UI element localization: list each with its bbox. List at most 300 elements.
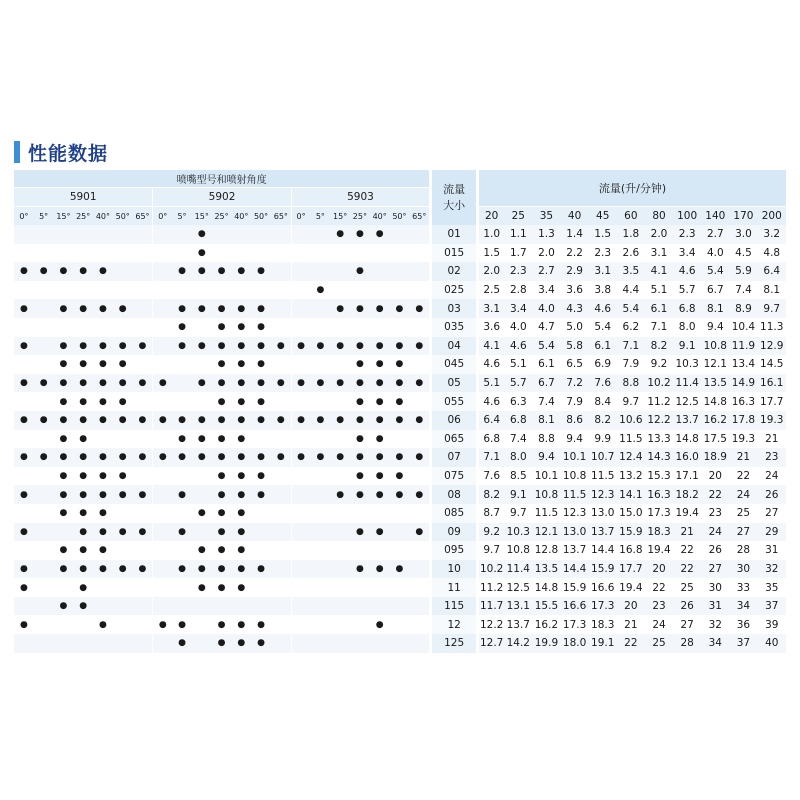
availability-cell: ●: [350, 355, 370, 374]
availability-cell: [350, 318, 370, 337]
availability-cell: ●: [291, 337, 311, 356]
availability-cell: [291, 523, 311, 542]
availability-cell: [310, 634, 330, 653]
availability-cell: [291, 467, 311, 486]
flow-rate-cell: 12.7: [476, 634, 504, 653]
flow-rate-cell: 2.3: [589, 244, 617, 263]
availability-cell: ●: [370, 225, 390, 244]
availability-cell: [291, 281, 311, 300]
availability-cell: [172, 504, 192, 523]
flow-rate-cell: 7.6: [476, 467, 504, 486]
availability-cell: [231, 597, 251, 616]
flow-rate-cell: 8.1: [701, 299, 729, 318]
availability-cell: [409, 355, 429, 374]
angle-header: 50°: [251, 206, 271, 225]
angle-header: 5°: [172, 206, 192, 225]
availability-cell: ●: [73, 578, 93, 597]
availability-cell: ●: [73, 504, 93, 523]
availability-cell: ●: [133, 337, 153, 356]
flow-rate-cell: 35: [758, 578, 787, 597]
availability-cell: [409, 560, 429, 579]
availability-cell: ●: [73, 262, 93, 281]
availability-cell: ●: [390, 448, 410, 467]
availability-cell: [192, 523, 212, 542]
availability-cell: ●: [390, 374, 410, 393]
availability-cell: ●: [73, 374, 93, 393]
availability-cell: [73, 281, 93, 300]
availability-cell: [113, 578, 133, 597]
availability-cell: ●: [93, 448, 113, 467]
pressure-header: 40: [561, 206, 589, 225]
section-heading: [14, 140, 108, 164]
table-row: [14, 504, 786, 523]
availability-cell: ●: [172, 318, 192, 337]
availability-cell: [271, 299, 291, 318]
flow-rate-cell: 5.4: [532, 337, 560, 356]
availability-cell: ●: [409, 374, 429, 393]
availability-cell: [152, 467, 172, 486]
flow-rate-cell: 15.9: [589, 560, 617, 579]
flow-rate-cell: 34: [729, 597, 757, 616]
availability-cell: ●: [231, 374, 251, 393]
availability-cell: [152, 523, 172, 542]
flow-rate-cell: 6.4: [758, 262, 787, 281]
flow-rate-cell: 27: [701, 560, 729, 579]
availability-cell: [34, 467, 54, 486]
availability-cell: [330, 597, 350, 616]
availability-cell: ●: [212, 374, 232, 393]
availability-cell: [93, 634, 113, 653]
availability-cell: ●: [231, 504, 251, 523]
availability-cell: [113, 430, 133, 449]
availability-cell: [271, 467, 291, 486]
flow-rate-cell: 19.4: [645, 541, 673, 560]
availability-cell: [192, 392, 212, 411]
table-row: [14, 318, 786, 337]
flow-rate-cell: 27: [758, 504, 787, 523]
table-row: [14, 523, 786, 542]
availability-cell: [14, 467, 34, 486]
page-title: 性能数据: [28, 142, 109, 165]
availability-cell: ●: [93, 411, 113, 430]
availability-cell: [34, 560, 54, 579]
availability-cell: ●: [310, 281, 330, 300]
availability-cell: [330, 318, 350, 337]
flow-rate-cell: 6.1: [532, 355, 560, 374]
flow-rate-cell: 6.9: [589, 355, 617, 374]
flow-rate-cell: 13.1: [504, 597, 532, 616]
availability-cell: ●: [192, 337, 212, 356]
availability-cell: ●: [54, 392, 74, 411]
availability-cell: ●: [192, 578, 212, 597]
flow-rate-cell: 11.4: [504, 560, 532, 579]
availability-cell: [152, 430, 172, 449]
table-row: [14, 337, 786, 356]
flow-rate-cell: 5.4: [589, 318, 617, 337]
availability-cell: [271, 318, 291, 337]
availability-cell: [310, 578, 330, 597]
availability-cell: ●: [93, 523, 113, 542]
availability-cell: ●: [73, 299, 93, 318]
availability-cell: [310, 318, 330, 337]
availability-cell: ●: [350, 448, 370, 467]
flow-rate-cell: 4.8: [758, 244, 787, 263]
availability-cell: [409, 318, 429, 337]
availability-cell: ●: [54, 467, 74, 486]
availability-cell: ●: [370, 615, 390, 634]
availability-cell: [310, 541, 330, 560]
availability-cell: ●: [350, 467, 370, 486]
availability-cell: ●: [34, 448, 54, 467]
availability-cell: ●: [172, 523, 192, 542]
flow-rate-cell: 13.5: [532, 560, 560, 579]
flow-size-cell: 025: [429, 281, 476, 300]
flow-rate-cell: 10.3: [504, 523, 532, 542]
availability-cell: [113, 281, 133, 300]
availability-cell: ●: [212, 504, 232, 523]
flow-size-cell: 115: [429, 597, 476, 616]
availability-cell: [34, 485, 54, 504]
flow-rate-cell: 3.5: [617, 262, 645, 281]
availability-cell: [34, 541, 54, 560]
availability-cell: [310, 615, 330, 634]
availability-cell: [390, 523, 410, 542]
availability-cell: ●: [34, 262, 54, 281]
flow-rate-cell: 6.8: [504, 411, 532, 430]
availability-cell: ●: [133, 448, 153, 467]
flow-rate-cell: 9.2: [476, 523, 504, 542]
availability-cell: ●: [390, 560, 410, 579]
flow-rate-cell: 9.1: [673, 337, 701, 356]
flow-rate-cell: 2.7: [701, 225, 729, 244]
angle-header: 5°: [34, 206, 54, 225]
angle-header: 5°: [310, 206, 330, 225]
availability-cell: ●: [271, 448, 291, 467]
flow-size-cell: 015: [429, 244, 476, 263]
flow-rate-cell: 28: [673, 634, 701, 653]
availability-cell: [34, 281, 54, 300]
flow-rate-cell: 2.2: [561, 244, 589, 263]
availability-cell: [409, 467, 429, 486]
availability-cell: [34, 225, 54, 244]
availability-cell: [133, 318, 153, 337]
availability-cell: [54, 523, 74, 542]
availability-cell: [133, 504, 153, 523]
angle-header: 65°: [409, 206, 429, 225]
availability-cell: [14, 281, 34, 300]
availability-cell: ●: [310, 374, 330, 393]
availability-cell: [54, 244, 74, 263]
availability-cell: ●: [212, 299, 232, 318]
availability-cell: ●: [231, 430, 251, 449]
flow-rate-cell: 12.9: [758, 337, 787, 356]
flow-rate-cell: 11.5: [561, 485, 589, 504]
availability-cell: [152, 578, 172, 597]
flow-rate-cell: 5.0: [561, 318, 589, 337]
availability-cell: ●: [390, 337, 410, 356]
availability-cell: ●: [73, 430, 93, 449]
availability-cell: ●: [271, 337, 291, 356]
availability-cell: ●: [93, 485, 113, 504]
availability-cell: [330, 262, 350, 281]
flow-rate-cell: 9.4: [561, 430, 589, 449]
availability-cell: ●: [370, 337, 390, 356]
availability-cell: [73, 244, 93, 263]
availability-cell: ●: [370, 411, 390, 430]
availability-cell: ●: [350, 411, 370, 430]
availability-cell: [310, 467, 330, 486]
flow-rate-cell: 13.7: [673, 411, 701, 430]
flow-rate-cell: 12.1: [532, 523, 560, 542]
availability-cell: ●: [212, 337, 232, 356]
flow-rate-cell: 31: [701, 597, 729, 616]
availability-cell: [251, 430, 271, 449]
flow-rate-cell: 6.8: [476, 430, 504, 449]
flow-rate-cell: 1.4: [561, 225, 589, 244]
availability-cell: ●: [93, 560, 113, 579]
availability-cell: [192, 318, 212, 337]
flow-rate-cell: 4.6: [673, 262, 701, 281]
flow-rate-cell: 32: [758, 560, 787, 579]
table-row: [14, 634, 786, 653]
flow-rate-cell: 8.9: [729, 299, 757, 318]
availability-cell: ●: [14, 560, 34, 579]
availability-cell: ●: [350, 560, 370, 579]
flow-rate-cell: 6.7: [532, 374, 560, 393]
flow-rate-cell: 4.1: [645, 262, 673, 281]
availability-cell: [113, 244, 133, 263]
flow-rate-cell: 4.0: [504, 318, 532, 337]
flow-rate-cell: 9.7: [617, 392, 645, 411]
availability-cell: ●: [330, 225, 350, 244]
availability-cell: [409, 281, 429, 300]
availability-cell: ●: [350, 262, 370, 281]
availability-cell: ●: [73, 467, 93, 486]
flow-rate-cell: 3.2: [758, 225, 787, 244]
flow-rate-cell: 22: [673, 541, 701, 560]
availability-cell: ●: [370, 392, 390, 411]
availability-cell: [271, 244, 291, 263]
flow-rate-cell: 26: [701, 541, 729, 560]
flow-rate-cell: 13.7: [561, 541, 589, 560]
availability-cell: ●: [271, 411, 291, 430]
flow-rate-cell: 14.8: [673, 430, 701, 449]
availability-cell: [291, 504, 311, 523]
availability-cell: ●: [133, 485, 153, 504]
flow-rate-cell: 12.1: [701, 355, 729, 374]
availability-cell: ●: [54, 597, 74, 616]
availability-cell: [271, 262, 291, 281]
availability-cell: [152, 485, 172, 504]
availability-cell: ●: [390, 355, 410, 374]
flow-rate-cell: 34: [701, 634, 729, 653]
availability-cell: ●: [192, 374, 212, 393]
availability-cell: [113, 318, 133, 337]
availability-cell: ●: [192, 541, 212, 560]
availability-cell: [133, 281, 153, 300]
flow-rate-cell: 21: [617, 615, 645, 634]
availability-cell: [291, 244, 311, 263]
availability-cell: [370, 541, 390, 560]
availability-cell: ●: [251, 467, 271, 486]
flow-rate-cell: 7.4: [729, 281, 757, 300]
flow-rate-cell: 8.2: [589, 411, 617, 430]
model-5901: 5901: [14, 187, 152, 206]
availability-cell: [152, 560, 172, 579]
availability-cell: ●: [54, 411, 74, 430]
availability-cell: [390, 541, 410, 560]
flow-rate-cell: 10.8: [532, 485, 560, 504]
flow-rate-cell: 12.8: [532, 541, 560, 560]
availability-cell: [14, 355, 34, 374]
availability-cell: [390, 318, 410, 337]
availability-cell: ●: [390, 411, 410, 430]
availability-cell: [271, 541, 291, 560]
flow-rate-cell: 9.4: [701, 318, 729, 337]
flow-rate-cell: 24: [645, 615, 673, 634]
availability-cell: [409, 578, 429, 597]
availability-cell: [34, 392, 54, 411]
availability-cell: ●: [231, 615, 251, 634]
flow-rate-cell: 9.1: [504, 485, 532, 504]
flow-rate-cell: 4.6: [504, 337, 532, 356]
flow-rate-cell: 10.7: [589, 448, 617, 467]
availability-cell: [192, 355, 212, 374]
availability-cell: ●: [212, 392, 232, 411]
availability-cell: [14, 597, 34, 616]
availability-cell: ●: [14, 448, 34, 467]
flow-rate-cell: 5.9: [729, 262, 757, 281]
flow-rate-cell: 10.8: [701, 337, 729, 356]
availability-cell: [34, 430, 54, 449]
flow-rate-cell: 13.5: [701, 374, 729, 393]
availability-cell: ●: [172, 411, 192, 430]
availability-cell: [172, 355, 192, 374]
availability-cell: [113, 541, 133, 560]
flow-rate-cell: 23: [645, 597, 673, 616]
flow-rate-cell: 7.6: [589, 374, 617, 393]
availability-cell: ●: [73, 448, 93, 467]
flow-rate-cell: 4.0: [532, 299, 560, 318]
table-row: [14, 615, 786, 634]
availability-cell: [370, 634, 390, 653]
table-row: [14, 299, 786, 318]
availability-cell: [152, 337, 172, 356]
availability-cell: [251, 541, 271, 560]
flow-rate-cell: 10.6: [617, 411, 645, 430]
flow-rate-cell: 29: [758, 523, 787, 542]
flow-rate-cell: 7.1: [645, 318, 673, 337]
flow-rate-cell: 10.8: [561, 467, 589, 486]
availability-cell: [14, 504, 34, 523]
flow-rate-cell: 14.8: [532, 578, 560, 597]
availability-cell: ●: [251, 448, 271, 467]
flow-rate-cell: 16.3: [645, 485, 673, 504]
availability-cell: ●: [192, 430, 212, 449]
availability-cell: [172, 392, 192, 411]
availability-cell: [291, 318, 311, 337]
availability-cell: ●: [93, 392, 113, 411]
flow-rate-cell: 27: [729, 523, 757, 542]
availability-cell: [330, 541, 350, 560]
flow-rate-cell: 3.4: [673, 244, 701, 263]
availability-cell: [251, 244, 271, 263]
table-row: [14, 244, 786, 263]
availability-cell: [310, 355, 330, 374]
availability-cell: [291, 430, 311, 449]
availability-cell: ●: [113, 299, 133, 318]
angle-header: 0°: [152, 206, 172, 225]
availability-cell: [172, 541, 192, 560]
flow-rate-cell: 17.5: [701, 430, 729, 449]
availability-cell: ●: [113, 355, 133, 374]
availability-cell: [212, 225, 232, 244]
availability-cell: [172, 578, 192, 597]
flow-rate-cell: 5.1: [645, 281, 673, 300]
availability-cell: [409, 634, 429, 653]
availability-cell: ●: [152, 374, 172, 393]
availability-cell: ●: [113, 411, 133, 430]
flow-rate-cell: 10.4: [729, 318, 757, 337]
flow-rate-cell: 22: [701, 485, 729, 504]
availability-cell: ●: [231, 448, 251, 467]
availability-cell: ●: [251, 615, 271, 634]
flow-rate-cell: 16.2: [701, 411, 729, 430]
availability-cell: ●: [409, 523, 429, 542]
flow-rate-cell: 19.4: [673, 504, 701, 523]
availability-cell: [310, 504, 330, 523]
availability-cell: ●: [212, 318, 232, 337]
flow-rate-cell: 7.9: [561, 392, 589, 411]
flow-rate-cell: 5.4: [617, 299, 645, 318]
availability-cell: ●: [172, 299, 192, 318]
flow-rate-cell: 14.4: [589, 541, 617, 560]
heading-accent-bar: [14, 141, 20, 163]
flow-rate-cell: 3.1: [645, 244, 673, 263]
table-row: [14, 374, 786, 393]
availability-cell: ●: [54, 485, 74, 504]
availability-cell: ●: [54, 448, 74, 467]
flow-rate-cell: 1.3: [532, 225, 560, 244]
availability-cell: [133, 225, 153, 244]
availability-cell: ●: [73, 485, 93, 504]
availability-cell: [14, 430, 34, 449]
angle-header: 25°: [350, 206, 370, 225]
angle-header: 40°: [370, 206, 390, 225]
availability-cell: [409, 225, 429, 244]
availability-cell: ●: [212, 262, 232, 281]
flow-rate-cell: 15.3: [645, 467, 673, 486]
availability-cell: [390, 597, 410, 616]
flow-rate-cell: 6.1: [589, 337, 617, 356]
availability-cell: [370, 504, 390, 523]
availability-cell: ●: [231, 523, 251, 542]
table-row: [14, 485, 786, 504]
flow-size-cell: 12: [429, 615, 476, 634]
flow-rate-cell: 8.1: [532, 411, 560, 430]
availability-cell: [14, 318, 34, 337]
availability-cell: [14, 392, 34, 411]
flow-rate-cell: 10.8: [504, 541, 532, 560]
flow-rate-cell: 3.1: [476, 299, 504, 318]
pressure-header: 140: [701, 206, 729, 225]
flow-rate-cell: 1.1: [504, 225, 532, 244]
availability-cell: [310, 430, 330, 449]
flow-rate-cell: 2.3: [504, 262, 532, 281]
availability-cell: [93, 281, 113, 300]
flow-rate-cell: 6.7: [701, 281, 729, 300]
availability-cell: [330, 467, 350, 486]
